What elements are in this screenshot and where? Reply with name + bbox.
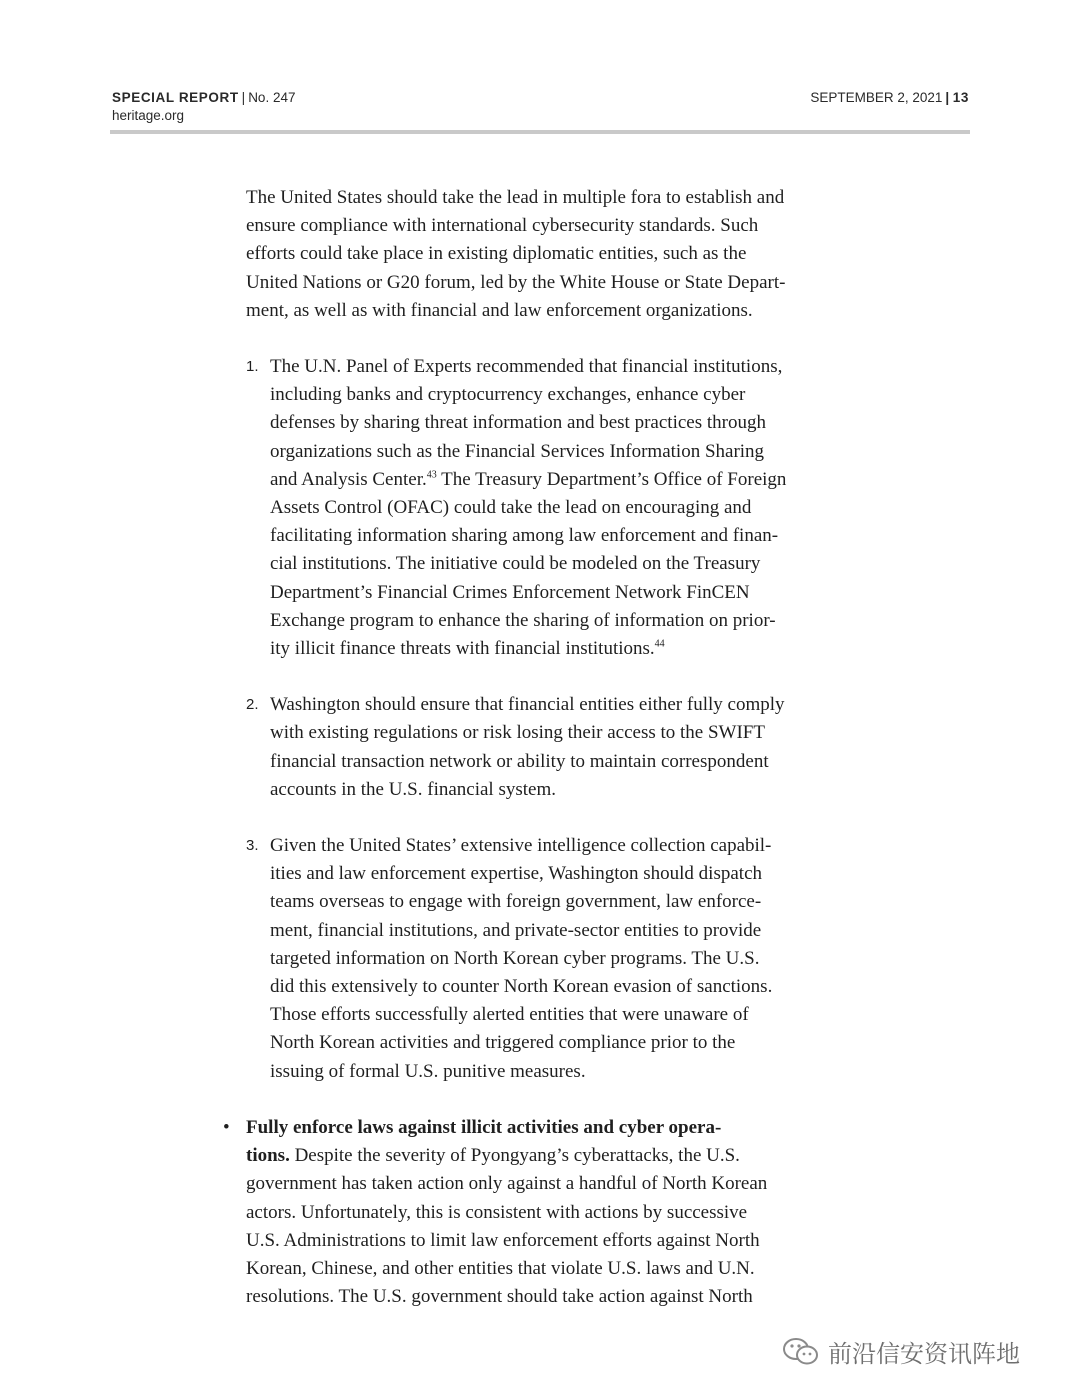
footnote-ref: 44 (654, 638, 665, 650)
report-date: SEPTEMBER 2, 2021 (810, 90, 943, 105)
list-item-2 (246, 691, 866, 804)
header-rule (110, 130, 970, 134)
list-text: Given the United States’ extensive intelligence collection capabil- ities and law enforcement expertise, Washington should dispatch teams overseas to engage with foreign government, law enforce- ment, financial institutions, and private-sector entities to provide targeted information on North Korean cyber programs. The U.S. did this extensively to counter North Korean evasion of sanctions. Those efforts successfully alerted entities that were unaware of North Korean activities and triggered compliance prior to the issuing of formal U.S. punitive measures. (270, 835, 773, 1082)
wechat-icon (782, 1336, 820, 1368)
report-number: No. 247 (248, 90, 296, 105)
header-right (810, 89, 969, 107)
bullet-item (223, 1114, 866, 1311)
bullet-body: Despite the severity of Pyongyang’s cyberattacks, the U.S. government has taken action only against a handful of North Korean actors. Unfortunately, this is consistent with actions by successive U.S. Administrations to limit law enforcement efforts against North Korean, Chinese, and other entities that violate U.S. laws and U.N. resolutions. The U.S. government should take action against North (246, 1145, 768, 1308)
site-name: heritage.org (112, 108, 185, 123)
watermark (782, 1334, 1020, 1369)
list-item-3 (246, 832, 866, 1086)
list-text (270, 353, 866, 663)
list-number: 3. (246, 837, 259, 855)
list-text: Washington should ensure that financial entities either fully comply with existing regulations or risk losing their access to the SWIFT financial transaction network or ability to maintain correspondent accounts in the U.S. financial system. (270, 694, 785, 800)
list-text-part: The U.N. Panel of Experts recommended that financial institutions, including banks and cryptocurrency exchanges, enhance cyber defenses by sharing threat information and best practices through organizations such as the Financial Services Information Sharing and Analysis Center. (270, 356, 783, 490)
page-number: 13 (952, 90, 969, 105)
watermark-text: 前沿信安资讯阵地 (828, 1340, 1020, 1368)
list-item-1 (246, 353, 866, 663)
list-number: 1. (246, 358, 259, 376)
header-separator: | (241, 90, 246, 105)
header-separator-right: | (945, 90, 950, 105)
header-left (112, 89, 295, 125)
page-body (223, 184, 866, 1311)
list-number: 2. (246, 696, 259, 714)
bullet-lead: Fully enforce laws against illicit activities and cyber opera- tions. (246, 1116, 722, 1167)
footnote-ref: 43 (426, 469, 437, 481)
bullet-text (246, 1114, 866, 1311)
list-text-part: The Treasury Department’s Office of Foreign Assets Control (OFAC) could take the lead on encouraging and facilitating information sharing among law enforcement and finan- cial institutions. The initiative could be modeled on the Treasury Department’s Financial Crimes Enforcement Network FinCEN Exchange program to enhance the sharing of information on prior- ity illicit finance threats with financial institutions. (270, 468, 787, 660)
intro-paragraph: The United States should take the lead in multiple fora to establish and ensure compliance with international cybersecurity standards. Such efforts could take place in existing diplomatic entities, such as the United Nations or G20 forum, led by the White House or State Depart- ment, as well as with financial and law enforcement organizations. (246, 187, 786, 321)
report-series: SPECIAL REPORT (112, 90, 239, 105)
bullet-symbol: • (223, 1116, 230, 1138)
